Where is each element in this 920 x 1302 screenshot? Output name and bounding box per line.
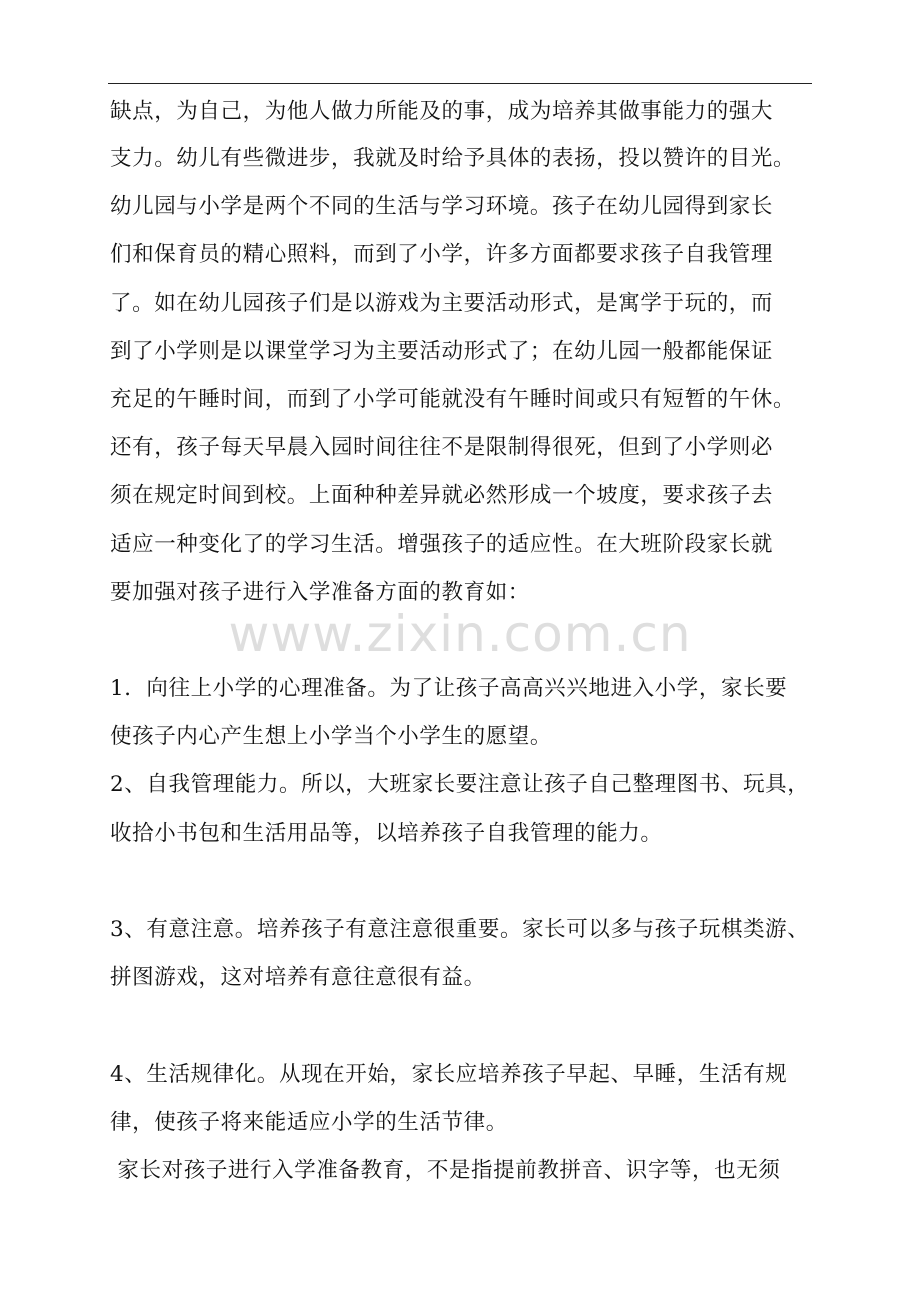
watermark: www.zixin.com.cn	[228, 605, 692, 663]
body-line: 要加强对孩子进行入学准备方面的教育如：	[110, 580, 530, 605]
list-item-line: 律，使孩子将来能适应小学的生活节律。	[110, 1110, 508, 1135]
list-item-line: 1．向往上小学的心理准备。为了让孩子高高兴兴地进入小学，家长要	[110, 676, 788, 701]
body-line: 充足的午睡时间，而到了小学可能就没有午睡时间或只有短暂的午休。	[110, 387, 796, 412]
list-item-line: 2、自我管理能力。所以，大班家长要注意让孩子自己整理图书、玩具，	[110, 772, 810, 797]
list-item-line: 3、有意注意。培养孩子有意注意很重要。家长可以多与孩子玩棋类游、	[110, 917, 810, 942]
header-rule	[108, 83, 812, 84]
list-item-line: 使孩子内心产生想上小学当个小学生的愿望。	[110, 724, 553, 749]
list-item-line: 4、生活规律化。从现在开始，家长应培养孩子早起、早睡，生活有规	[110, 1062, 788, 1087]
body-line: 缺点，为自己，为他人做力所能及的事，成为培养其做事能力的强大	[110, 99, 774, 124]
body-line: 还有，孩子每天早晨入园时间往往不是限制得很死，但到了小学则必	[110, 435, 774, 460]
body-line: 须在规定时间到校。上面种种差异就必然形成一个坡度，要求孩子去	[110, 483, 774, 508]
body-line: 了。如在幼儿园孩子们是以游戏为主要活动形式，是寓学于玩的，而	[110, 291, 774, 316]
body-line: 幼儿园与小学是两个不同的生活与学习环境。孩子在幼儿园得到家长	[110, 194, 774, 219]
body-line: 们和保育员的精心照料，而到了小学，许多方面都要求孩子自我管理	[110, 242, 774, 267]
body-line: 家长对孩子进行入学准备教育，不是指提前教拼音、识字等，也无须	[110, 1158, 781, 1183]
body-line: 适应一种变化了的学习生活。增强孩子的适应性。在大班阶段家长就	[110, 532, 774, 557]
list-item-line: 收拾小书包和生活用品等，以培养孩子自我管理的能力。	[110, 821, 663, 846]
list-item-line: 拼图游戏，这对培养有意往意很有益。	[110, 965, 486, 990]
body-line: 支力。幼儿有些微进步，我就及时给予具体的表扬，投以赞许的目光。	[110, 146, 796, 171]
body-line: 到了小学则是以课堂学习为主要活动形式了；在幼儿园一般都能保证	[110, 339, 774, 364]
